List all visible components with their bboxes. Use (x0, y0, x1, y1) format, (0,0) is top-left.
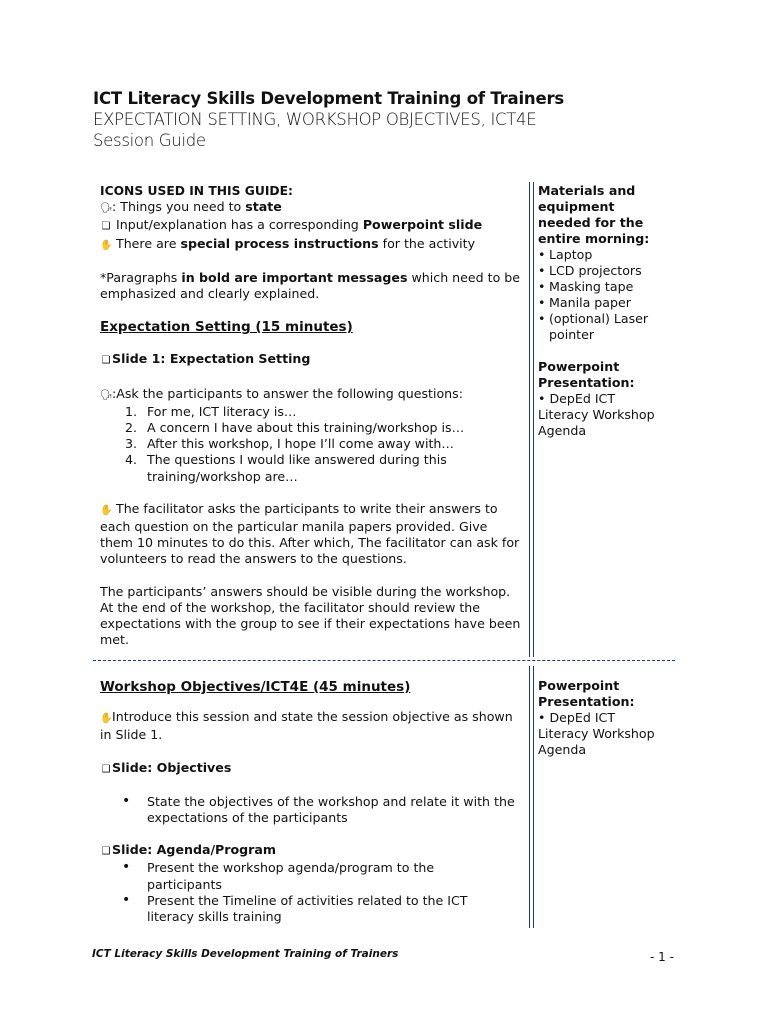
document-subtitle: EXPECTATION SETTING, WORKSHOP OBJECTIVES, ICT4E (93, 110, 537, 129)
question-list (100, 404, 522, 485)
list-item: • LCD projectors (538, 263, 642, 278)
slide-icon: ❑ (101, 846, 111, 858)
ppt-item: • DepEd ICT Literacy Workshop Agenda (538, 710, 655, 757)
sidebar-top (538, 183, 668, 439)
list-item: 1. For me, ICT literacy is… (125, 403, 297, 419)
hand-icon: ✋ (100, 713, 113, 725)
column-divider-top (529, 182, 534, 657)
icons-guide-line-state: 🗣: Things you need to state (100, 199, 522, 217)
icons-guide-line-slide: ❑ Input/explanation has a corresponding Powerpoint slide (100, 217, 522, 235)
section-heading-expectation: Expectation Setting (15 minutes) (100, 319, 353, 336)
speech-icon: 🗣 (100, 203, 113, 215)
slide-label-expectation: ❑ Slide 1: Expectation Setting (100, 351, 522, 369)
page-number: - 1 - (650, 950, 674, 964)
column-divider-bottom (529, 666, 534, 928)
hand-icon: ✋ (100, 504, 113, 516)
icons-guide-line-process: ✋ There are special process instructions for the activity (100, 236, 522, 254)
list-item: • Masking tape (538, 279, 634, 294)
process-instruction: ✋ The facilitator asks the participants to write their answers to each question on the particular manila papers provided. Give them 10 minutes to do this. After which, The facilitator can ask for volunteers to read the answers to the questions. (100, 500, 520, 567)
document-subtitle-2: Session Guide (93, 131, 206, 150)
list-item: 4. The questions I would like answered during this training/workshop are… (125, 452, 447, 484)
document-title: ICT Literacy Skills Development Training of Trainers (93, 89, 565, 108)
list-item: • Laptop (538, 247, 593, 262)
agenda-list (100, 860, 522, 925)
materials-heading: Materials and equipment needed for the entire morning: (538, 183, 650, 246)
slide-label-objectives: ❑ Slide: Objectives (100, 760, 522, 778)
ask-instruction: 🗣:Ask the participants to answer the following questions: (100, 386, 522, 404)
ppt-item: • DepEd ICT Literacy Workshop Agenda (538, 391, 655, 438)
hand-icon: ✋ (100, 239, 113, 251)
sidebar-bottom (538, 678, 668, 758)
main-column-bottom (100, 679, 522, 925)
ppt-heading: Powerpoint Presentation: (538, 359, 635, 390)
ppt-heading: Powerpoint Presentation: (538, 678, 635, 709)
slide-icon: ❑ (101, 763, 111, 775)
slide-label-agenda: ❑ Slide: Agenda/Program (100, 842, 522, 860)
slide-icon: ❑ (101, 221, 111, 233)
footer-text: ICT Literacy Skills Development Training of Trainers (92, 948, 399, 960)
list-item: • Manila paper (538, 295, 631, 310)
section-heading-objectives: Workshop Objectives/ICT4E (45 minutes) (100, 679, 411, 695)
important-note: *Paragraphs in bold are important messages which need to be emphasized and clearly explained. (100, 269, 521, 302)
list-item: • Present the workshop agenda/program to the participants (122, 859, 435, 892)
intro-instruction: ✋Introduce this session and state the session objective as shown in Slide 1. (100, 709, 513, 743)
objectives-list (100, 794, 522, 826)
list-item: • (optional) Laser pointer (538, 311, 649, 342)
slide-icon: ❑ (101, 355, 111, 367)
list-item: 3. After this workshop, I hope I’ll come away with… (125, 436, 454, 452)
list-item: • State the objectives of the workshop and relate it with the expectations of the participants (122, 792, 515, 826)
section-divider (93, 660, 675, 661)
visibility-note: The participants’ answers should be visible during the workshop. At the end of the workshop, the facilitator should review the expectations with the group to see if their expectations have been met. (100, 583, 521, 648)
main-column-top (100, 183, 522, 648)
icons-guide-heading: ICONS USED IN THIS GUIDE: (100, 184, 293, 198)
list-item: • Present the Timeline of activities related to the ICT literacy skills training (122, 891, 468, 925)
speech-icon: 🗣 (100, 389, 113, 401)
list-item: 2. A concern I have about this training/workshop is… (125, 420, 465, 436)
